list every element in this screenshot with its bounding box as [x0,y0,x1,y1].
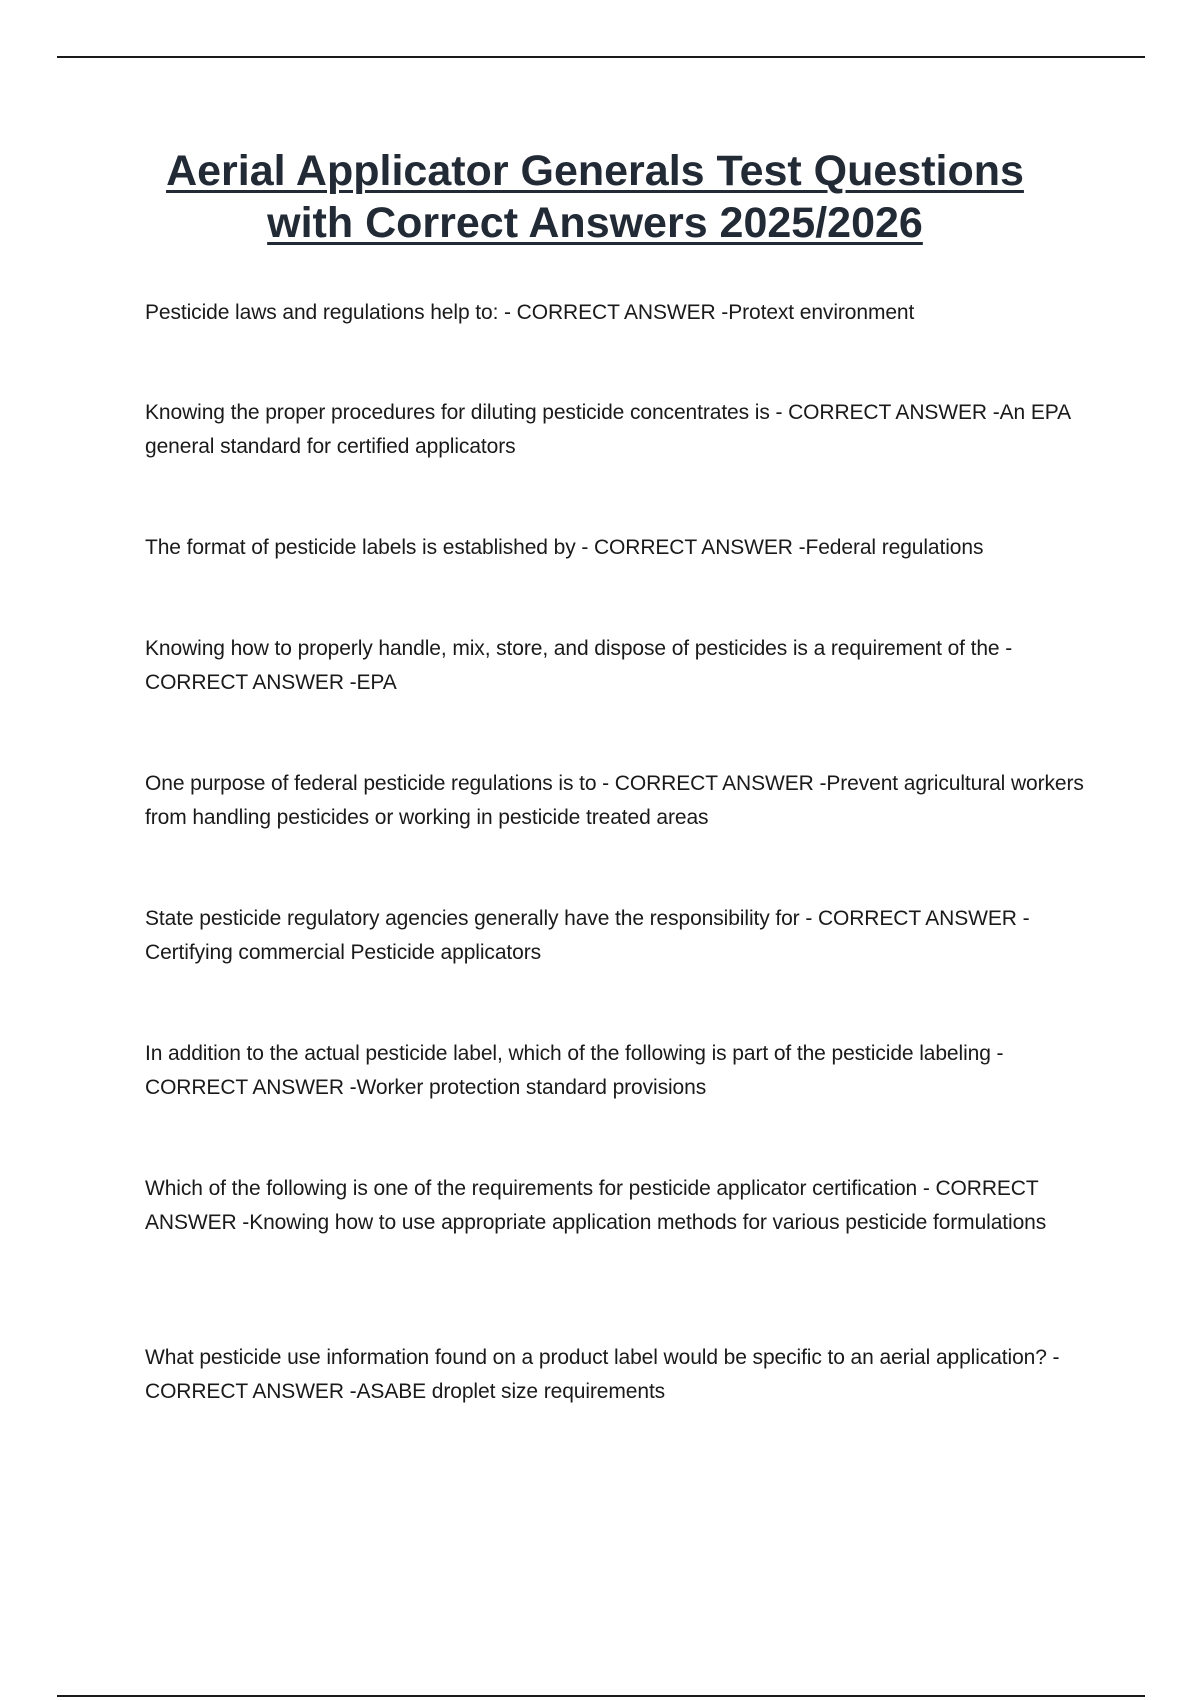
qa-item: Knowing how to properly handle, mix, store, and dispose of pesticides is a requirement of the - CORRECT ANSWER -EPA [145,637,1013,694]
qa-item: In addition to the actual pesticide label, which of the following is part of the pesticide labeling - CORRECT ANSWER -Worker protection standard provisions [145,1042,1004,1099]
qa-item: One purpose of federal pesticide regulations is to - CORRECT ANSWER -Prevent agricultural workers from handling pesticides or working in pesticide treated areas [145,772,1084,829]
qa-item: Which of the following is one of the requirements for pesticide applicator certification - CORRECT ANSWER -Knowing how to use appropriate application methods for various pesticide formulations [145,1177,1047,1234]
qa-item: What pesticide use information found on a product label would be specific to an aerial application? - CORRECT ANSWER -ASABE droplet size requirements [145,1346,1060,1403]
qa-item: State pesticide regulatory agencies generally have the responsibility for - CORRECT ANSWER -Certifying commercial Pesticide applicators [145,907,1030,964]
top-divider [57,56,1145,58]
document-title: Aerial Applicator Generals Test Questions with Correct Answers 2025/2026 [166,147,1024,247]
qa-item: The format of pesticide labels is established by - CORRECT ANSWER -Federal regulations [145,536,984,559]
qa-item: Pesticide laws and regulations help to: - CORRECT ANSWER -Protext environment [145,301,915,324]
qa-item: Knowing the proper procedures for diluting pesticide concentrates is - CORRECT ANSWER -An EPA general standard for certified applicators [145,401,1070,458]
bottom-divider [57,1695,1145,1697]
